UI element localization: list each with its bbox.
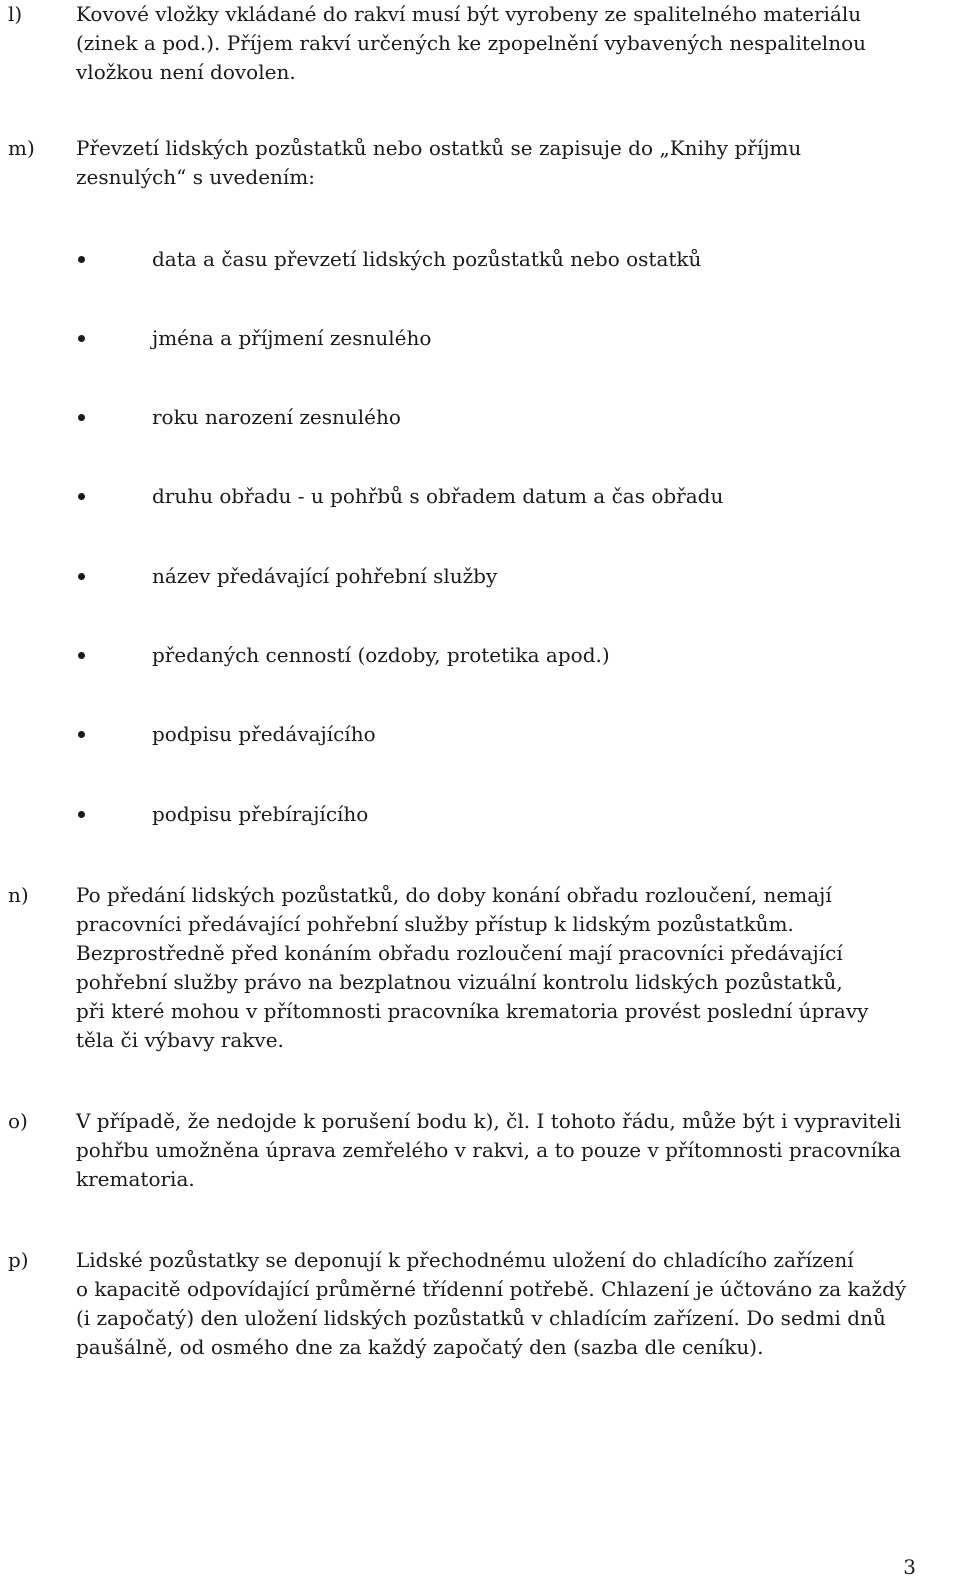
text-line: (zinek a pod.). Příjem rakví určených ke zpopelnění vybavených nespalitelnou bbox=[76, 31, 866, 55]
paragraph-text bbox=[76, 134, 946, 192]
bullet-icon bbox=[78, 731, 85, 738]
list-item-text: data a času převzetí lidských pozůstatků nebo ostatků bbox=[152, 247, 702, 271]
text-line: při které mohou v přítomnosti pracovníka krematoria provést poslední úpravy bbox=[76, 999, 869, 1023]
bullet-icon bbox=[78, 256, 85, 263]
text-line: Lidské pozůstatky se deponují k přechodnému uložení do chladícího zařízení bbox=[76, 1248, 854, 1272]
text-line: Po předání lidských pozůstatků, do doby konání obřadu rozloučení, nemají bbox=[76, 883, 832, 907]
text-line: pohřební služby právo na bezplatnou vizuální kontrolu lidských pozůstatků, bbox=[76, 970, 843, 994]
paragraph-text bbox=[76, 1107, 946, 1194]
list-item-text: předaných cenností (ozdoby, protetika apod.) bbox=[152, 643, 610, 667]
text-line: paušálně, od osmého dne za každý započatý den (sazba dle ceníku). bbox=[76, 1335, 764, 1359]
text-line: pohřbu umožněna úprava zemřelého v rakvi, a to pouze v přítomnosti pracovníka bbox=[76, 1138, 902, 1162]
paragraph-text bbox=[76, 881, 946, 1055]
list-item-text: podpisu přebírajícího bbox=[152, 802, 369, 826]
list-item-text: roku narození zesnulého bbox=[152, 405, 401, 429]
text-line: (i započatý) den uložení lidských pozůstatků v chladícím zařízení. Do sedmi dnů bbox=[76, 1306, 886, 1330]
text-line: Kovové vložky vkládané do rakví musí být vyrobeny ze spalitelného materiálu bbox=[76, 2, 862, 26]
paragraph-marker: m) bbox=[8, 136, 35, 160]
bullet-icon bbox=[78, 493, 85, 500]
list-item bbox=[0, 720, 960, 750]
bullet-icon bbox=[78, 414, 85, 421]
bullet-icon bbox=[78, 573, 85, 580]
list-item bbox=[0, 324, 960, 354]
list-item bbox=[0, 800, 960, 830]
list-item bbox=[0, 403, 960, 433]
paragraph-marker: n) bbox=[8, 883, 29, 907]
text-line: Převzetí lidských pozůstatků nebo ostatků se zapisuje do „Knihy příjmu bbox=[76, 136, 802, 160]
page-number: 3 bbox=[903, 1555, 916, 1579]
paragraph-text bbox=[76, 0, 946, 87]
text-line: V případě, že nedojde k porušení bodu k), čl. I tohoto řádu, může být i vypraviteli bbox=[76, 1109, 902, 1133]
paragraph-marker: p) bbox=[8, 1248, 29, 1272]
text-line: těla či výbavy rakve. bbox=[76, 1028, 284, 1052]
text-line: zesnulých“ s uvedením: bbox=[76, 165, 316, 189]
list-item bbox=[0, 562, 960, 592]
bullet-icon bbox=[78, 652, 85, 659]
paragraph-marker: o) bbox=[8, 1109, 28, 1133]
list-item bbox=[0, 641, 960, 671]
paragraph-marker: l) bbox=[8, 2, 23, 26]
list-item bbox=[0, 482, 960, 512]
list-item-text: podpisu předávajícího bbox=[152, 722, 376, 746]
text-line: pracovníci předávající pohřební služby přístup k lidským pozůstatkům. bbox=[76, 912, 794, 936]
text-line: vložkou není dovolen. bbox=[76, 60, 296, 84]
text-line: Bezprostředně před konáním obřadu rozloučení mají pracovníci předávající bbox=[76, 941, 843, 965]
list-item-text: jména a příjmení zesnulého bbox=[152, 326, 432, 350]
text-line: o kapacitě odpovídající průměrné třídenní potřebě. Chlazení je účtováno za každý bbox=[76, 1277, 907, 1301]
bullet-icon bbox=[78, 335, 85, 342]
list-item bbox=[0, 245, 960, 275]
paragraph-text bbox=[76, 1246, 946, 1362]
list-item-text: druhu obřadu - u pohřbů s obřadem datum a čas obřadu bbox=[152, 484, 724, 508]
bullet-icon bbox=[78, 811, 85, 818]
list-item-text: název předávající pohřební služby bbox=[152, 564, 498, 588]
text-line: krematoria. bbox=[76, 1167, 195, 1191]
